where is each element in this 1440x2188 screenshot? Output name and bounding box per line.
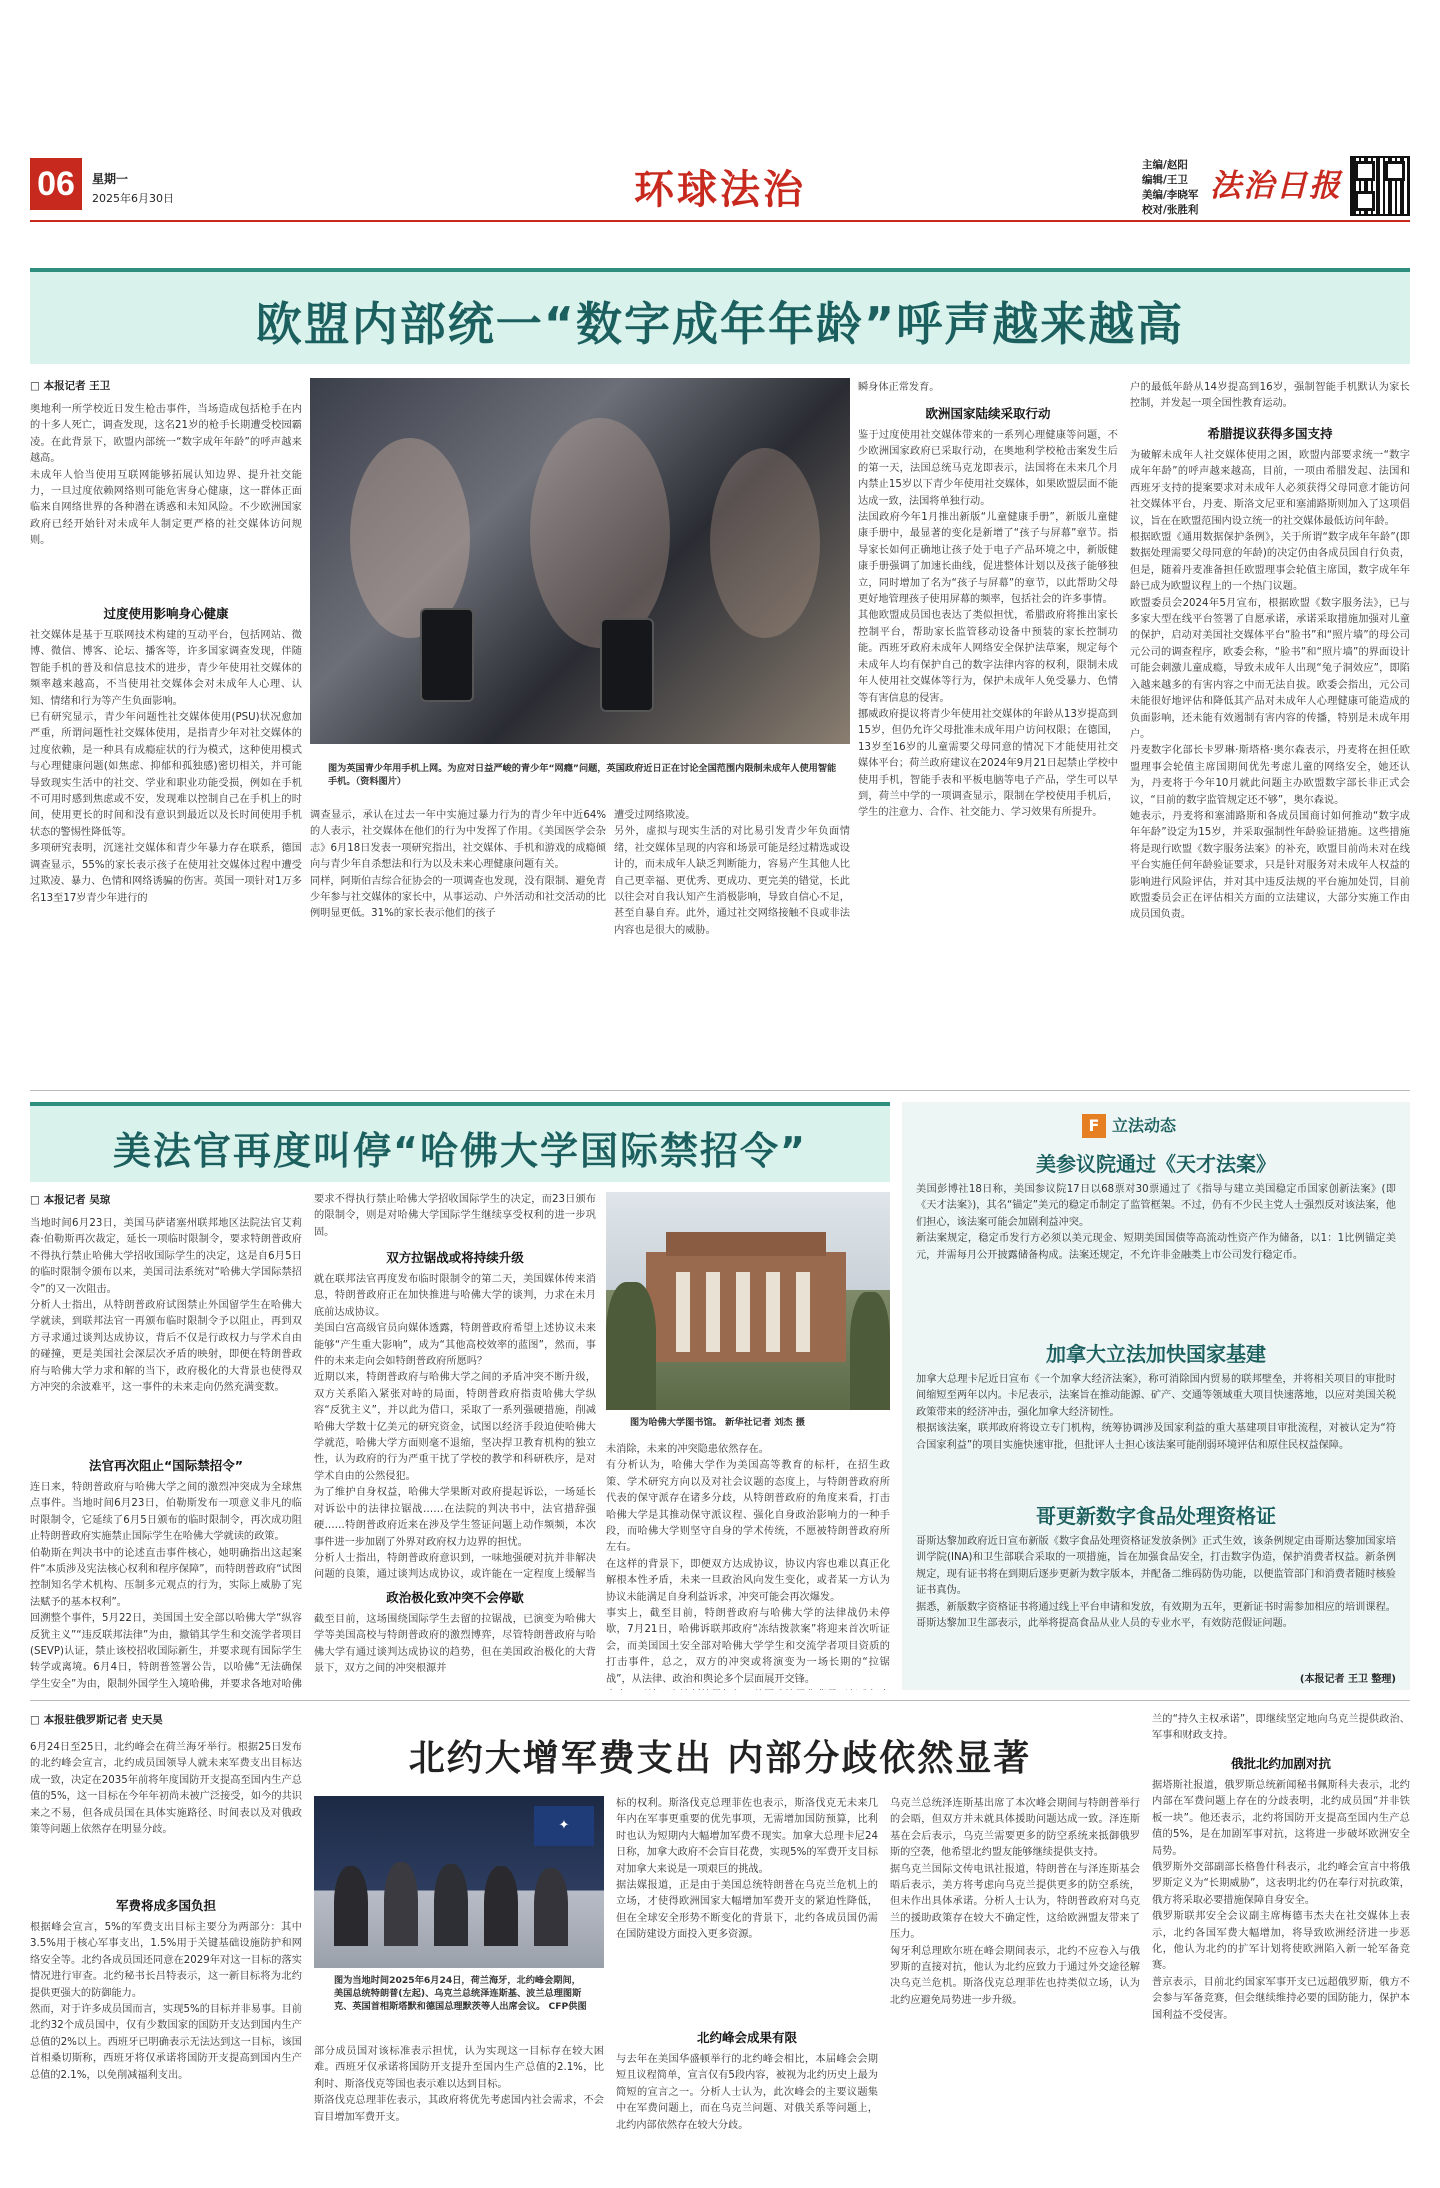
- story3-photo-caption: 图为当地时间2025年6月24日，荷兰海牙，北约峰会期间，美国总统特朗普(左起)、乌克兰总统泽连斯基、波兰总理图斯克、英国首相斯塔默和德国总理默茨等人出席会议。 CFP供图: [334, 1975, 587, 2012]
- story1-subhead-1: 过度使用影响身心健康: [103, 606, 229, 621]
- art-editor: 美编/李晓军: [1142, 189, 1199, 201]
- story2-col3-text: 未消除，未来的冲突隐患依然存在。 有分析认为，哈佛大学作为美国高等教育的标杆，在招生政策、学术研究方向以及对社会议题的态度上，与特朗普政府所代表的保守派存在诸多分歧，从特朗普政府的角度来看，打击哈佛大学是其推动保守派议程、强化自身政治影响力的一种手段，而哈佛大学则坚守自身的学术传统，不愿被特朗普政府所左右。 在这样的背景下，即便双方达成协议，协议内容也难以真正化解根本性矛盾，未来一旦政治风向发生变化，或者某一方认为协议未能满足自身利益诉求，冲突可能会再次爆发。 事实上，截至目前，特朗普政府与哈佛大学的法律战仍未停歇，7月21日，哈佛诉联邦政府“冻结拨款案”将迎来首次听证会，而美国国土安全部对哈佛大学学生和交流学者项目资质的打击事件，总之，双方的冲突或将演变为一场长期的“拉锯战”，从法律、政治和舆论多个层面展开交锋。: [606, 1444, 890, 1685]
- legislation-icon: F: [1082, 1114, 1106, 1138]
- story2-subhead-1: 法官再次阻止“国际禁招令”: [89, 1458, 243, 1473]
- story3-col5b-text: 据塔斯社报道，俄罗斯总统新闻秘书佩斯科夫表示，北约内部在军费问题上存在的分歧表明，北约成员国“并非铁板一块”。他还表示，北约将国防开支提高至国内生产总值的5%，是在加剧军事对抗，这将进一步破坏欧洲安全局势。 俄罗斯外交部副部长格鲁什科表示，北约峰会宣言中将俄罗斯定义为“长期威胁”，这表明北约仍在奉行对抗政策，俄方将采取必要措施保障自身安全。 俄罗斯联邦安全会议副主席梅德韦杰夫在社交媒体上表示，北约各国军费大幅增加，将导致欧洲经济进一步恶化，他认为北约的扩军计划将使欧洲陷入新一轮军备竞赛。 普京表示，目前北约国家军事开支已远超俄罗斯，俄方不会参与军备竞赛，但会继续维持必要的国防能力，保护本国利益不受侵害。: [1152, 1780, 1410, 2021]
- legislation-item2-title: 加拿大立法加快国家基建: [1046, 1342, 1266, 1366]
- story3-subhead-2: 北约峰会成果有限: [696, 2030, 797, 2045]
- story3-col1-text: 6月24日至25日，北约峰会在荷兰海牙举行。根据25日发布的北约峰会宣言，北约成员国领导人就未来军费支出目标达成一致，决定在2035年前将年度国防开支提高至国内生产总值的5%，这一目标在今年年初尚未被广泛接受，如今的共识来之不易，但各成员国在具体实施路径、时间表以及对俄政策等问题上依然存在明显分歧。: [30, 1742, 302, 1836]
- story3-col3-text: 标的权利。斯洛伐克总理菲佐也表示，斯洛伐克无未来几年内在军事更重要的优先事项，无需增加国防预算，比利时也认为短期内大幅增加军费不现实。加拿大总理卡尼24日称，加拿大政府不会盲目花费，实现5%的军费开支目标对加拿大来说是一项艰巨的挑战。 据法媒报道，正是由于美国总统特朗普在乌克兰危机上的立场，才使得欧洲国家大幅增加军费开支的紧迫性降低，但在全球安全形势不断变化的背景下，北约各成员国仍需在国防建设方面投入更多资源。: [616, 1798, 878, 1941]
- story3-col3b-text: 与去年在美国华盛顿举行的北约峰会相比，本届峰会会期短且议程简单，宣言仅有5段内容，被视为北约历史上最为简短的宣言之一。分析人士认为，此次峰会的主要议题集中在军费问题上，而在乌克兰问题、对俄关系等问题上，北约内部依然存在较大分歧。: [616, 2054, 878, 2131]
- story3-subhead-1: 军费将成多国负担: [115, 1898, 216, 1913]
- story1-subhead-3: 希腊提议获得多国支持: [1207, 426, 1333, 441]
- legislation-panel: [902, 1102, 1410, 1690]
- story2-byline: □ 本报记者 吴琼: [30, 1194, 111, 1206]
- story3-col5-text: 兰的“持久主权承诺”，即继续坚定地向乌克兰提供政治、军事和财政支持。: [1152, 1714, 1410, 1742]
- story3-photo-nato-summit: ✦: [314, 1796, 604, 1968]
- story1-photo-teens-phones: [310, 378, 850, 744]
- legislation-item1-title: 美参议院通过《天才法案》: [1036, 1152, 1276, 1176]
- story2-headline-banner: [30, 1102, 890, 1182]
- legislation-item3-title: 哥更新数字食品处理资格证: [1036, 1504, 1276, 1528]
- issue-date: 2025年6月30日: [92, 192, 174, 205]
- story1-col4b-text: 鉴于过度使用社交媒体带来的一系列心理健康等问题，不少欧洲国家政府已采取行动，在奥地利学校枪击案发生后的第一天，法国总统马克龙即表示，法国将在未来几个月内禁止15岁以下青少年使用社交媒体，如果欧盟层面不能达成一致，法国将单独行动。 法国政府今年1月推出新版“儿童健康手册”，新版儿童健康手册中，最显著的变化是新增了“孩子与屏幕”章节。指导家长如何正确地让孩子处于电子产品环境之中，新版健康手册强调了加速长曲线，促进整体计划以及孩子能够独立，同时增加了名为“孩子与屏幕”的章节，以此帮助父母更好地管理孩子使用屏幕的频率，包括社会的许多事情。 其他欧盟成员国也表达了类似担忧，希腊政府将推出家长控制平台，帮助家长监管移动设备中预装的家长控制功能。西班牙政府未成年人网络安全保护法草案，规定每个未成年人均有保护自己的数字法律内容的权利，限制未成年人使用社交媒体等行为，保护未成年人免受暴力、色情等有害信息的侵害。 挪威政府提议将青少年使用社交媒体的年龄从13岁提高到15岁，但仍允许父母批准未成年用户访问权限；在德国，13岁至16岁的儿童需要父母同意的情况下才能使用社交媒体平台；荷兰政府建议在2024年9月21日起禁止学校中使用手机，智能手表和平板电脑等电子产品，学生可以早到，荷兰中学的一项调查显示，限制在学校使用手机后，学生的注意力、合作、社交能力、学习效果有所提升。: [858, 430, 1118, 819]
- story1-photo-caption: 图为英国青少年用手机上网。为应对日益严峻的青少年“网瘾”问题，英国政府近日正在讨论全国范围内限制未成年人使用智能手机。（资料图片）: [328, 763, 837, 787]
- story1-byline: □ 本报记者 王卫: [30, 380, 111, 392]
- story1-headline-banner: [30, 268, 1410, 364]
- story3-subhead-3: 俄批北约加剧对抗: [1230, 1756, 1331, 1771]
- section-title: 环球法治: [634, 166, 806, 213]
- story2-col1b-text: 连日来，特朗普政府与哈佛大学之间的激烈冲突成为全球焦点事件。当地时间6月23日，伯勒斯发布一项意义非凡的临时限制令，它延续了6月5日颁布的临时限制令，再次成功阻止特朗普政府实施禁止国际学生在哈佛大学就读的政策。 伯勒斯在判决书中的论述直击事件核心，她明确指出这起案件“本质涉及宪法核心权利和程序保障”，而特朗普政府“试图控制知名学术机构、压制多元观点的行为，实际上威胁了宪法赋予的基本权利”。 回溯整个事件，5月22日，美国国土安全部以哈佛大学“纵容反犹主义”“违反联邦法律”为由，撤销其学生和交流学者项目(SEVP)认证，禁止该校招收国际新生，并要求现有国际学生转学或离境。6月4日，特朗普签署公告，以哈佛“无法确保学生安全”为由，限制外国学生入境哈佛，并要求各地对哈佛: [30, 1482, 302, 1690]
- section-divider-2: [30, 1700, 1410, 1701]
- story2-col1-text: 当地时间6月23日，美国马萨诸塞州联邦地区法院法官艾莉森·伯勒斯再次裁定，延长一项临时限制令，要求特朗普政府不得执行禁止哈佛大学招收国际学生的决定，这是自6月5日的临时限制令颁布以来，美国司法系统对“哈佛大学国际禁招令”的又一次阻击。 分析人士指出，从特朗普政府试图禁止外国留学生在哈佛大学就读，到联邦法官一再颁布临时限制令予以阻止，再到双方寻求通过谈判达成协议，背后不仅是行政权力与学术自由的碰撞，更是美国社会深层次矛盾的映射，即便在特朗普政府与哈佛大学力求和解的当下，政府极化的大背景也使得双方冲突的余波难平，这一事件的未来走向仍然充满变数。: [30, 1218, 302, 1394]
- story1-col1b-text: 社交媒体是基于互联网技术构建的互动平台，包括网站、微博、微信、博客、论坛、播客等，许多国家调查发现，伴随智能手机的普及和信息技术的进步，青少年使用社交媒体的频率越来越高，不当使用社交媒体会对未成年人心理、认知、情绪和行为等产生负面影响。 已有研究显示，青少年问题性社交媒体使用(PSU)状况愈加严重，所谓问题性社交媒体使用，是指青少年对社交媒体的过度依赖，是一种具有成瘾症状的行为模式，这种使用模式与心理健康问题(如焦虑、抑郁和孤独感)密切相关，并可能导致现实生活中的社交、学业和职业功能受损，例如在手机不可用时感到焦虑或不安，发现难以控制自己在手机上的时间，使用更长的时间和没有意识到最近以及长时间使用手机状态的警惕性降低等。 多项研究表明，沉迷社交媒体和青少年暴力存在联系，德国调查显示，55%的家长表示孩子在使用社交媒体过程中遭受过欺凌、暴力、色情和网络诱骗的伤害。英国一项针对1万多名13至17岁青少年进行的: [30, 630, 302, 904]
- legislation-item3-text: 哥斯达黎加政府近日宣布新版《数字食品处理资格证发放条例》正式生效，该条例规定由哥斯达黎加国家培训学院(INA)和卫生部联合采取的一项措施，旨在加强食品安全，打击数字伪造，保护消费者权益。新条例规定，现有证书将在到期后逐步更新为数字版本，并配备二维码防伪功能，以便监管部门和消费者随时核验证书真伪。 据悉，新版数字资格证书将通过线上平台申请和发放，有效期为五年，更新证书时需参加相应的培训课程。哥斯达黎加卫生部表示，此举将提高食品从业人员的专业水平，有效防范假证问题。: [916, 1536, 1396, 1630]
- story3-col4-text: 乌克兰总统泽连斯基出席了本次峰会期间与特朗普举行的会晤，但双方并未就具体援助问题达成一致。泽连斯基在会后表示，乌克兰需要更多的防空系统来抵御俄罗斯的空袭，他希望北约盟友能够继续提供支持。 据乌克兰国际文传电讯社报道，特朗普在与泽连斯基会晤后表示，美方将考虑向乌克兰提供更多的防空系统，但未作出具体承诺。分析人士认为，特朗普政府对乌克兰的援助政策存在较大不确定性，这给欧洲盟友带来了压力。 匈牙利总理欧尔班在峰会期间表示，北约不应卷入与俄罗斯的直接对抗，他认为北约应致力于通过外交途径解决乌克兰危机。斯洛伐克总理菲佐也持类似立场，认为北约应避免局势进一步升级。: [890, 1798, 1140, 2006]
- story1-col3-text: 遭受过网络欺凌。 另外，虚拟与现实生活的对比易引发青少年负面情绪，社交媒体呈现的内容和场景可能是经过精选或设计的，而未成年人缺乏判断能力，容易产生其他人比自己更幸福、更优秀、更成功、更完美的错觉，长此以往会对自我认知产生消极影响，导致自信心不足，甚至自暴自弃。此外，通过社交网络接触不良或非法内容也是很大的威胁。: [614, 810, 850, 936]
- story3-col2-text: 部分成员国对该标准表示担忧，认为实现这一目标存在较大困难。西班牙仅承诺将国防开支提升至国内生产总值的2.1%，比利时、斯洛伐克等国也表示难以达到目标。 斯洛伐克总理菲佐表示，其政府将优先考虑国内社会需求，不会盲目增加军费开支。: [314, 2046, 604, 2123]
- story2-photo-harvard-library: [606, 1192, 890, 1410]
- story2-headline: 美法官再度叫停“哈佛大学国际禁招令”: [113, 1129, 807, 1173]
- story2-col2c-text: 截至目前，这场围绕国际学生去留的拉锯战，已演变为哈佛大学等美国高校与特朗普政府的激烈博弈，尽管特朗普政府与哈佛大学有通过谈判达成协议的趋势，但在美国政治极化的大背景下，双方之间的冲突根源并: [314, 1614, 596, 1675]
- story1-subhead-2: 欧洲国家陆续采取行动: [925, 406, 1051, 421]
- story1-headline: 欧盟内部统一“数字成年年龄”呼声越来越高: [255, 297, 1185, 351]
- story3-byline: □ 本报驻俄罗斯记者 史天昊: [30, 1714, 163, 1726]
- story3-col1b-text: 根据峰会宣言，5%的军费支出目标主要分为两部分：其中3.5%用于核心军事支出，1.5%用于关键基础设施防护和网络安全等。北约各成员国还同意在2029年对这一目标的落实情况进行审查。北约秘书长吕特表示，这一新目标将为北约提供更强大的防御能力。 然而，对于许多成员国而言，实现5%的目标并非易事。目前北约32个成员国中，仅有少数国家的国防开支达到国内生产总值的2%以上。西班牙已明确表示无法达到这一目标，该国首相桑切斯称，西班牙将仅承诺将国防开支提高到国内生产总值的2.1%，以免削减福利支出。: [30, 1922, 302, 2081]
- legislation-label: 立法动态: [1112, 1116, 1177, 1135]
- story1-col5-text: 户的最低年龄从14岁提高到16岁，强制智能手机默认为家长控制，并发起一项全国性教育运动。: [1130, 382, 1410, 410]
- story1-col5b-text: 为破解未成年人社交媒体使用之困，欧盟内部要求统一“数字成年年龄”的呼声越来越高，目前，一项由希腊发起、法国和西班牙支持的提案要求对未成年人必须获得父母同意才能访问社交媒体平台，丹麦、斯洛文尼亚和塞浦路斯则加入了这项倡议，旨在在欧盟范围内设立统一的社交媒体最低访问年龄。 根据欧盟《通用数据保护条例》，关于所谓“数字成年年龄”(即数据处理需要父母同意的年龄)的决定仍由各成员国自行负责，但是，随着丹麦准备担任欧盟理事会轮值主席国，数字成年年龄已成为欧盟议程上的一个热门议题。 欧盟委员会2024年5月宣布，根据欧盟《数字服务法》，已与多家大型在线平台签署了自愿承诺，承诺采取措施加强对儿童的保护，启动对美国社交媒体平台“脸书”和“照片墙”的母公司元公司的调查程序，欧委会称，“脸书”和“照片墙”的界面设计可能会刺激儿童成瘾，导致未成年人出现“兔子洞效应”，即陷入越来越多的有害内容之中而无法自拔。欧委会指出，元公司未能很好地评估和降低其产品对未成年人心理健康可能造成的负面影响，还未能有效遏制有害内容的传播，特别是未成年用户。 丹麦数字化部长卡罗琳·斯塔格·奥尔森表示，丹麦将在担任欧盟理事会轮值主席国期间优先考虑儿童的网络安全，她还认为，丹麦将于今年10月就此问题主办欧盟数字部长非正式会议，“目前的数字监管规定还不够”，奥尔森说。 她表示，丹麦将和塞浦路斯和各成员国商讨如何推动“数字成年年龄”设定为15岁，并采取强制性年龄验证措施。这些措施将是现行欧盟《数字服务法案》的补充，欧盟目前尚未对在线平台实施任何年龄验证要求，只是针对服务对未成年人权益的影响进行风险评估，并对其中违反法规的平台施加处罚，目前欧盟委员会正在评估相关方面的立法建议，大部分实施工作由成员国负责。: [1130, 450, 1410, 921]
- story2-subhead-2: 双方拉锯战或将持续升级: [386, 1250, 524, 1265]
- newspaper-masthead: 法治日报: [1210, 168, 1342, 204]
- editor-chief: 主编/赵阳: [1142, 159, 1188, 171]
- story3-headline: 北约大增军费支出 内部分歧依然显著: [408, 1738, 1032, 1779]
- story1-col4-text: 瞬身体正常发育。: [858, 382, 940, 393]
- legislation-credit: (本报记者 王卫 整理): [1299, 1674, 1396, 1685]
- header-rule: [30, 220, 1410, 222]
- story2-col2b-text: 就在联邦法官再度发布临时限制令的第二天，美国媒体传来消息，特朗普政府正在加快推进与哈佛大学的谈判，力求在未月底前达成协议。 美国白宫高级官员向媒体透露，特朗普政府希望上述协议未来能够“产生重大影响”，成为“其他高校效率的蓝图”，然而，事件的未来走向会如特朗普政府所愿吗？ 近期以来，特朗普政府与哈佛大学之间的矛盾冲突不断升级，双方关系陷入紧张对峙的局面，特朗普政府指责哈佛大学纵容“反犹主义”，并以此为借口，采取了一系列强硬措施，削减哈佛大学数十亿美元的研究资金，试图以经济手段迫使哈佛大学就范，哈佛大学方面则毫不退缩，坚决捍卫教育机构的独立性，认为政府的行为严重干扰了学校的教学和科研秩序，是对学术自由的公然侵犯。 为了维护自身权益，哈佛大学果断对政府提起诉讼，一场延长对诉讼中的法律拉锯战……在法院的判决书中，法官措辞强硬……特朗普政府近来在涉及学生签证问题上动作频频，本次事件进一步加剧了外界对政府权力边界的担忧。 分析人士指出，特朗普政府意识到，一味地强硬对抗并非解决问题的良策，通过谈判达成协议，或许能在一定程度上缓解当: [314, 1274, 596, 1581]
- story2-subhead-3: 政治极化致冲突不会停歇: [386, 1590, 524, 1605]
- legislation-item1-text: 美国彭博社18日称，美国参议院17日以68票对30票通过了《指导与建立美国稳定币国家创新法案》(即《天才法案》)，其名“锚定”美元的稳定币制定了监管框架。不过，仍有不少民主党人士强烈反对该法案，他们担心，该法案可能会加剧利益冲突。 新法案规定，稳定币发行方必须以美元现金、短期美国国债等高流动性资产作为储备，以1：1比例锚定美元，并需每月公开披露储备构成。法案还规定，不允许非金融类上市公司发行稳定币。: [916, 1184, 1396, 1261]
- page-number-badge: 06: [30, 158, 82, 210]
- story1-col1-text: 奥地利一所学校近日发生枪击事件，当场造成包括枪手在内的十多人死亡，调查发现，这名21岁的枪手长期遭受校园霸凌。在此背景下，欧盟内部统一“数字成年年龄”的呼声越来越高。 未成年人恰当使用互联网能够拓展认知边界、提升社交能力，一旦过度依赖网络则可能危害身心健康，这一群体正面临来自网络世界的各种潜在诱惑和未知风险。不少欧洲国家政府已经开始针对未成年人制定更严格的社交媒体访问规则。: [30, 404, 302, 547]
- story2-col2-text: 要求不得执行禁止哈佛大学招收国际学生的决定，而23日颁布的限制令，则是对哈佛大学国际学生继续享受权利的进一步巩固。: [314, 1194, 596, 1238]
- story2-photo-caption: 图为哈佛大学图书馆。 新华社记者 刘杰 摄: [630, 1417, 805, 1428]
- weekday: 星期一: [92, 172, 129, 186]
- story1-col2-text: 调查显示，承认在过去一年中实施过暴力行为的青少年中近64%的人表示，社交媒体在他们的行为中发挥了作用。《美国医学会杂志》6月18日发表一项研究指出，社交媒体、手机和游戏的成瘾倾向与青少年自杀想法和行为以及未来心理健康问题有关。 同样，阿斯伯吉综合征协会的一项调查也发现，没有限制、避免青少年参与社交媒体的家长中，从事运动、户外活动和社交活动的比例明显更低。31%的家长表示他们的孩子: [310, 810, 606, 920]
- qr-code-icon: [1352, 158, 1408, 214]
- legislation-badge: [1082, 1112, 1242, 1140]
- editor: 编辑/王卫: [1142, 174, 1188, 186]
- section-divider-1: [30, 1090, 1410, 1091]
- proofreader: 校对/张胜利: [1142, 204, 1199, 216]
- legislation-item2-text: 加拿大总理卡尼近日宣布《一个加拿大经济法案》，称可消除国内贸易的联邦壁垒，并将相关项目的审批时间缩短至两年以内。卡尼表示，法案旨在推动能源、矿产、交通等领域重大项目快速落地，以应对美国关税政策带来的经济冲击，强化加拿大经济韧性。 根据该法案，联邦政府将设立专门机构，统筹协调涉及国家利益的重大基建项目审批流程，对被认定为“符合国家利益”的项目实施快速审批，但批评人士担心该法案可能削弱环境评估和原住民权益保障。: [916, 1374, 1396, 1451]
